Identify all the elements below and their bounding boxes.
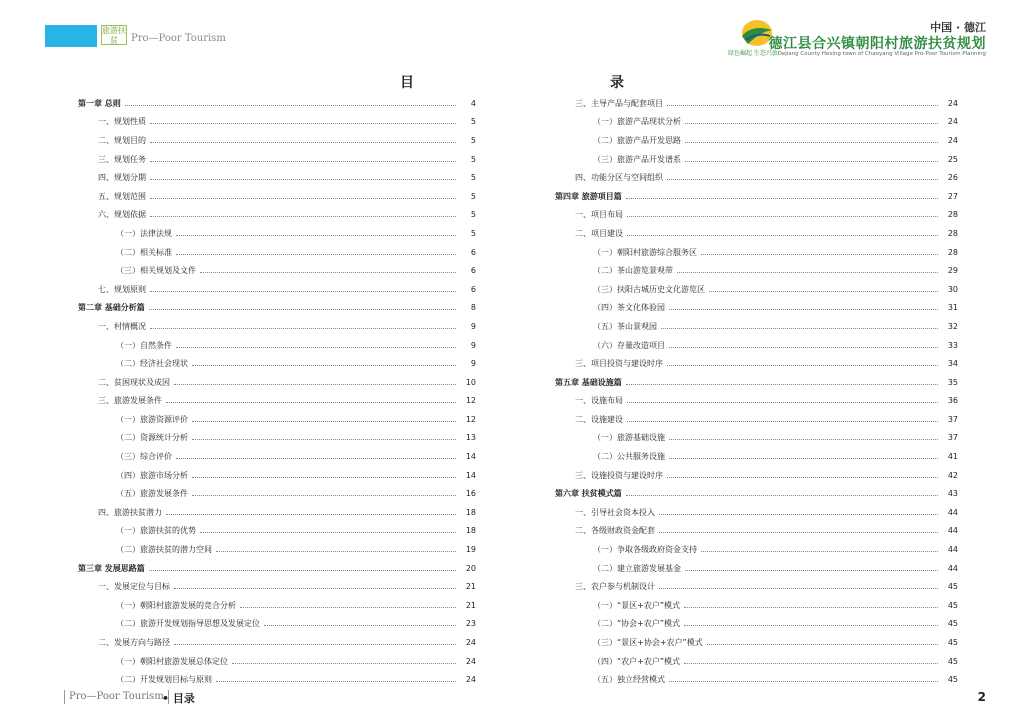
toc-entry-page: 23 [465, 619, 476, 629]
toc-entry[interactable] [78, 299, 476, 318]
toc-entry-label: 四、规划分期 [98, 173, 146, 183]
toc-entry[interactable] [78, 243, 476, 262]
toc-entry-label: （三）“景区+协会+农户”模式 [593, 638, 703, 648]
toc-entry[interactable] [78, 131, 476, 150]
toc-entry-page: 5 [470, 173, 476, 183]
toc-entry-label: 第四章 旅游项目篇 [555, 191, 622, 201]
toc-heading-left: 目 [400, 75, 414, 91]
toc-entry-label: 五、规划范围 [98, 191, 146, 201]
toc-entry-page: 18 [465, 507, 476, 517]
toc-entry-page: 24 [947, 117, 958, 127]
toc-heading-right: 录 [610, 75, 624, 91]
toc-leader-dots [150, 123, 456, 124]
toc-leader-dots [627, 216, 938, 217]
toc-entry-label: 一、村情概况 [98, 321, 146, 331]
toc-entry-page: 5 [470, 191, 476, 201]
toc-leader-dots [192, 495, 456, 496]
toc-entry-page: 21 [465, 600, 476, 610]
toc-entry-page: 24 [947, 98, 958, 108]
toc-leader-dots [150, 142, 456, 143]
toc-entry-page: 34 [947, 359, 958, 369]
toc-entry-label: （一）旅游资源评价 [116, 414, 188, 424]
toc-entry-page: 21 [465, 582, 476, 592]
toc-entry-page: 45 [947, 619, 958, 629]
toc-entry[interactable] [78, 317, 476, 336]
toc-leader-dots [659, 514, 938, 515]
toc-entry-page: 6 [470, 266, 476, 276]
toc-entry[interactable] [78, 224, 476, 243]
toc-leader-dots [166, 514, 456, 515]
toc-entry-page: 5 [470, 154, 476, 164]
toc-entry-label: 二、规划目的 [98, 135, 146, 145]
toc-entry[interactable] [555, 187, 958, 206]
toc-entry-label: 四、旅游扶贫潜力 [98, 507, 162, 517]
toc-leader-dots [669, 309, 938, 310]
toc-entry[interactable] [555, 410, 958, 429]
toc-entry-page: 28 [947, 228, 958, 238]
toc-entry-page: 44 [947, 545, 958, 555]
toc-leader-dots [684, 607, 938, 608]
toc-entry[interactable] [78, 615, 476, 634]
toc-entry-page: 9 [470, 321, 476, 331]
toc-leader-dots [150, 179, 456, 180]
toc-leader-dots [667, 105, 938, 106]
toc-entry-page: 29 [947, 266, 958, 276]
page-number: 2 [977, 690, 986, 704]
toc-entry-label: （一）争取各级政府资金支持 [593, 545, 697, 555]
toc-leader-dots [709, 291, 938, 292]
toc-entry-label: （四）旅游市场分析 [116, 470, 188, 480]
toc-entry-page: 45 [947, 656, 958, 666]
toc-entry-page: 30 [947, 284, 958, 294]
toc-entry[interactable] [555, 131, 958, 150]
toc-leader-dots [176, 347, 456, 348]
toc-leader-dots [667, 477, 938, 478]
toc-entry-page: 44 [947, 526, 958, 536]
toc-column-left [78, 94, 476, 689]
toc-entry-label: （二）旅游开发规划指导思想及发展定位 [116, 619, 260, 629]
footer-section-label: • 目录 [162, 692, 195, 705]
toc-entry-page: 14 [465, 470, 476, 480]
toc-leader-dots [627, 235, 938, 236]
toc-entry-page: 13 [465, 433, 476, 443]
toc-entry-label: 三、农户参与机制设计 [575, 582, 655, 592]
toc-entry-page: 24 [465, 656, 476, 666]
toc-entry[interactable] [78, 670, 476, 689]
toc-entry-label: 一、发展定位与目标 [98, 582, 170, 592]
footer-brand: Pro—Poor Tourism [64, 690, 169, 704]
toc-leader-dots [150, 216, 456, 217]
toc-entry-page: 36 [947, 396, 958, 406]
toc-leader-dots [150, 198, 456, 199]
toc-leader-dots [176, 254, 456, 255]
toc-entry[interactable] [555, 652, 958, 671]
toc-entry-label: 第一章 总则 [78, 98, 121, 108]
toc-entry-label: 三、主导产品与配套项目 [575, 98, 663, 108]
toc-entry[interactable] [555, 503, 958, 522]
toc-entry-page: 14 [465, 452, 476, 462]
toc-entry-page: 45 [947, 600, 958, 610]
toc-entry-label: 三、设施投资与建设时序 [575, 470, 663, 480]
toc-entry-label: （一）朝阳村旅游发展总体定位 [116, 656, 228, 666]
toc-entry[interactable] [555, 150, 958, 169]
toc-entry-label: （三）相关规划及文件 [116, 266, 196, 276]
toc-entry[interactable] [78, 261, 476, 280]
toc-entry-page: 32 [947, 321, 958, 331]
toc-entry-page: 28 [947, 247, 958, 257]
toc-entry-label: （一）法律法规 [116, 228, 172, 238]
toc-entry-page: 24 [465, 638, 476, 648]
toc-entry-label: （二）建立旅游发展基金 [593, 563, 681, 573]
toc-entry-page: 5 [470, 228, 476, 238]
toc-entry-page: 24 [947, 135, 958, 145]
toc-entry-label: （二）茶山游览景观带 [593, 266, 673, 276]
toc-entry-label: 一、规划性质 [98, 117, 146, 127]
toc-entry[interactable] [78, 187, 476, 206]
toc-entry-page: 24 [465, 675, 476, 685]
toc-entry-label: （六）存量改造项目 [593, 340, 665, 350]
toc-entry-label: （二）相关标准 [116, 247, 172, 257]
toc-entry[interactable] [78, 150, 476, 169]
toc-entry[interactable] [78, 392, 476, 411]
toc-entry-label: 四、功能分区与空间组织 [575, 173, 663, 183]
toc-entry[interactable] [555, 577, 958, 596]
toc-entry-label: （一）旅游基础设施 [593, 433, 665, 443]
toc-entry-label: （二）经济社会现状 [116, 359, 188, 369]
toc-entry-label: 三、旅游发展条件 [98, 396, 162, 406]
toc-entry-label: 一、设施布局 [575, 396, 623, 406]
toc-entry[interactable] [555, 447, 958, 466]
toc-leader-dots [166, 402, 456, 403]
toc-entry[interactable] [555, 336, 958, 355]
toc-entry[interactable] [555, 633, 958, 652]
toc-leader-dots [627, 421, 938, 422]
toc-entry-page: 43 [947, 489, 958, 499]
toc-entry-page: 12 [465, 396, 476, 406]
toc-leader-dots [685, 123, 938, 124]
brand-logo: 旅游扶贫 [102, 26, 126, 45]
toc-entry[interactable] [555, 168, 958, 187]
toc-entry-label: （三）综合评价 [116, 452, 172, 462]
toc-leader-dots [627, 402, 938, 403]
toc-entry[interactable] [555, 261, 958, 280]
toc-entry-page: 45 [947, 638, 958, 648]
toc-entry-label: （五）独立经营模式 [593, 675, 665, 685]
toc-entry-page: 45 [947, 675, 958, 685]
toc-entry-label: （二）开发规划目标与原则 [116, 675, 212, 685]
toc-entry[interactable] [555, 596, 958, 615]
toc-leader-dots [626, 495, 938, 496]
toc-entry-label: （二）旅游扶贫的潜力空间 [116, 545, 212, 555]
toc-leader-dots [661, 328, 938, 329]
toc-entry[interactable] [555, 224, 958, 243]
toc-entry[interactable] [555, 94, 958, 113]
toc-entry-label: 二、发展方向与路径 [98, 638, 170, 648]
toc-column-right [555, 94, 958, 689]
toc-entry[interactable] [78, 373, 476, 392]
toc-leader-dots [232, 663, 456, 664]
toc-entry-page: 42 [947, 470, 958, 480]
toc-entry[interactable] [555, 206, 958, 225]
toc-entry-label: （四）茶文化体验园 [593, 303, 665, 313]
toc-entry-label: 三、项目投资与建设时序 [575, 359, 663, 369]
toc-entry[interactable] [555, 280, 958, 299]
toc-entry[interactable] [78, 577, 476, 596]
toc-entry-label: 第五章 基础设施篇 [555, 377, 622, 387]
toc-entry-page: 28 [947, 210, 958, 220]
toc-leader-dots [174, 588, 456, 589]
toc-leader-dots [701, 551, 938, 552]
toc-leader-dots [125, 105, 456, 106]
toc-leader-dots [150, 161, 456, 162]
toc-entry[interactable] [78, 354, 476, 373]
toc-entry[interactable] [555, 243, 958, 262]
toc-leader-dots [685, 570, 938, 571]
toc-entry[interactable] [78, 336, 476, 355]
toc-entry[interactable] [78, 447, 476, 466]
toc-entry[interactable] [78, 206, 476, 225]
toc-entry[interactable] [555, 429, 958, 448]
toc-leader-dots [669, 347, 938, 348]
toc-leader-dots [150, 328, 456, 329]
toc-entry[interactable] [555, 559, 958, 578]
toc-entry[interactable] [78, 429, 476, 448]
toc-entry-page: 5 [470, 210, 476, 220]
toc-entry-label: 二、项目建设 [575, 228, 623, 238]
toc-leader-dots [659, 532, 938, 533]
toc-leader-dots [626, 198, 938, 199]
toc-leader-dots [200, 272, 456, 273]
toc-entry-label: 三、规划任务 [98, 154, 146, 164]
toc-entry-label: （三）旅游产品开发谱系 [593, 154, 681, 164]
toc-entry[interactable] [78, 559, 476, 578]
toc-entry[interactable] [78, 596, 476, 615]
toc-entry-page: 41 [947, 452, 958, 462]
toc-entry-label: 一、项目布局 [575, 210, 623, 220]
toc-entry[interactable] [555, 670, 958, 689]
toc-entry-page: 4 [470, 98, 476, 108]
toc-entry[interactable] [78, 652, 476, 671]
toc-entry-page: 26 [947, 173, 958, 183]
toc-entry[interactable] [78, 484, 476, 503]
toc-leader-dots [659, 588, 938, 589]
toc-entry-page: 44 [947, 507, 958, 517]
toc-entry-page: 18 [465, 526, 476, 536]
toc-entry-page: 10 [465, 377, 476, 387]
toc-entry[interactable] [78, 410, 476, 429]
toc-entry-label: （三）扶阳古城历史文化游览区 [593, 284, 705, 294]
toc-leader-dots [216, 551, 456, 552]
toc-leader-dots [684, 625, 938, 626]
toc-leader-dots [174, 644, 456, 645]
toc-leader-dots [669, 439, 938, 440]
toc-entry-label: （四）“农户+农户”模式 [593, 656, 680, 666]
toc-leader-dots [626, 384, 938, 385]
toc-leader-dots [684, 663, 938, 664]
toc-entry[interactable] [555, 113, 958, 132]
toc-leader-dots [200, 532, 456, 533]
toc-entry[interactable] [78, 633, 476, 652]
toc-entry-page: 6 [470, 284, 476, 294]
toc-entry[interactable] [78, 113, 476, 132]
toc-leader-dots [685, 142, 938, 143]
toc-leader-dots [677, 272, 938, 273]
toc-entry-page: 5 [470, 117, 476, 127]
toc-entry-label: 二、贫困现状及成因 [98, 377, 170, 387]
toc-entry-label: 第二章 基础分析篇 [78, 303, 145, 313]
toc-leader-dots [707, 644, 938, 645]
toc-entry-page: 35 [947, 377, 958, 387]
toc-entry-page: 16 [465, 489, 476, 499]
toc-entry-label: （一）朝阳村旅游综合服务区 [593, 247, 697, 257]
toc-leader-dots [667, 179, 938, 180]
toc-entry-page: 9 [470, 340, 476, 350]
toc-entry-page: 20 [465, 563, 476, 573]
toc-entry-label: （一）朝阳村旅游发展的竞合分析 [116, 600, 236, 610]
toc-leader-dots [176, 235, 456, 236]
toc-entry[interactable] [555, 392, 958, 411]
toc-leader-dots [174, 384, 456, 385]
toc-leader-dots [264, 625, 456, 626]
toc-entry-label: 二、各级财政资金配套 [575, 526, 655, 536]
toc-leader-dots [667, 365, 938, 366]
toc-entry-page: 33 [947, 340, 958, 350]
toc-entry[interactable] [555, 373, 958, 392]
toc-entry[interactable] [555, 317, 958, 336]
toc-entry[interactable] [555, 522, 958, 541]
toc-entry-page: 5 [470, 135, 476, 145]
toc-entry[interactable] [555, 299, 958, 318]
header-accent-bar [45, 25, 97, 47]
toc-leader-dots [192, 439, 456, 440]
toc-leader-dots [192, 365, 456, 366]
toc-entry[interactable] [555, 466, 958, 485]
toc-entry[interactable] [78, 280, 476, 299]
toc-entry-label: （一）旅游扶贫的优势 [116, 526, 196, 536]
toc-entry[interactable] [78, 94, 476, 113]
toc-entry-page: 25 [947, 154, 958, 164]
toc-leader-dots [149, 570, 456, 571]
toc-entry-page: 12 [465, 414, 476, 424]
toc-entry-page: 19 [465, 545, 476, 555]
toc-entry-page: 37 [947, 414, 958, 424]
toc-entry-label: 第六章 扶贫模式篇 [555, 489, 622, 499]
toc-leader-dots [149, 309, 456, 310]
toc-entry-label: （二）旅游产品开发思路 [593, 135, 681, 145]
toc-leader-dots [240, 607, 456, 608]
toc-entry-page: 45 [947, 582, 958, 592]
toc-leader-dots [669, 458, 938, 459]
toc-entry-page: 44 [947, 563, 958, 573]
toc-leader-dots [192, 477, 456, 478]
toc-entry-label: （一）“景区+农户”模式 [593, 600, 680, 610]
toc-entry-page: 27 [947, 191, 958, 201]
toc-entry-label: 第三章 发展思路篇 [78, 563, 145, 573]
toc-leader-dots [150, 291, 456, 292]
toc-entry-page: 6 [470, 247, 476, 257]
toc-entry-label: （一）旅游产品现状分析 [593, 117, 681, 127]
toc-entry-label: 一、引导社会资本投入 [575, 507, 655, 517]
toc-entry[interactable] [78, 522, 476, 541]
toc-leader-dots [685, 161, 938, 162]
toc-entry-label: （五）茶山景观园 [593, 321, 657, 331]
toc-leader-dots [176, 458, 456, 459]
toc-leader-dots [669, 681, 938, 682]
slogan: 绿色崛起 生态兴旅 [728, 50, 778, 57]
toc-entry[interactable] [555, 354, 958, 373]
toc-entry-label: （五）旅游发展条件 [116, 489, 188, 499]
toc-entry[interactable] [78, 168, 476, 187]
brand-english-name: Pro—Poor Tourism [131, 33, 226, 44]
toc-entry[interactable] [78, 503, 476, 522]
toc-entry[interactable] [555, 484, 958, 503]
toc-entry[interactable] [555, 615, 958, 634]
document-subtitle: Dejiang County Hexing town of Chaoyang Village Pro-Poor Tourism Planning [777, 51, 986, 57]
toc-entry-label: 二、设施建设 [575, 414, 623, 424]
toc-leader-dots [216, 681, 456, 682]
toc-entry-label: （二）“协会+农户”模式 [593, 619, 680, 629]
toc-entry-page: 8 [470, 303, 476, 313]
toc-entry-label: 六、规划依据 [98, 210, 146, 220]
toc-entry-page: 37 [947, 433, 958, 443]
document-title: 德江县合兴镇朝阳村旅游扶贫规划 [768, 36, 986, 52]
toc-leader-dots [701, 254, 938, 255]
toc-entry[interactable] [78, 466, 476, 485]
toc-entry-page: 31 [947, 303, 958, 313]
toc-entry[interactable] [78, 540, 476, 559]
toc-entry-label: （二）公共服务设施 [593, 452, 665, 462]
toc-entry-label: （二）资源统计分析 [116, 433, 188, 443]
region-label: 中国 · 德江 [930, 21, 986, 34]
toc-entry-page: 9 [470, 359, 476, 369]
toc-entry[interactable] [555, 540, 958, 559]
toc-entry-label: 七、规划原则 [98, 284, 146, 294]
toc-leader-dots [192, 421, 456, 422]
toc-entry-label: （一）自然条件 [116, 340, 172, 350]
